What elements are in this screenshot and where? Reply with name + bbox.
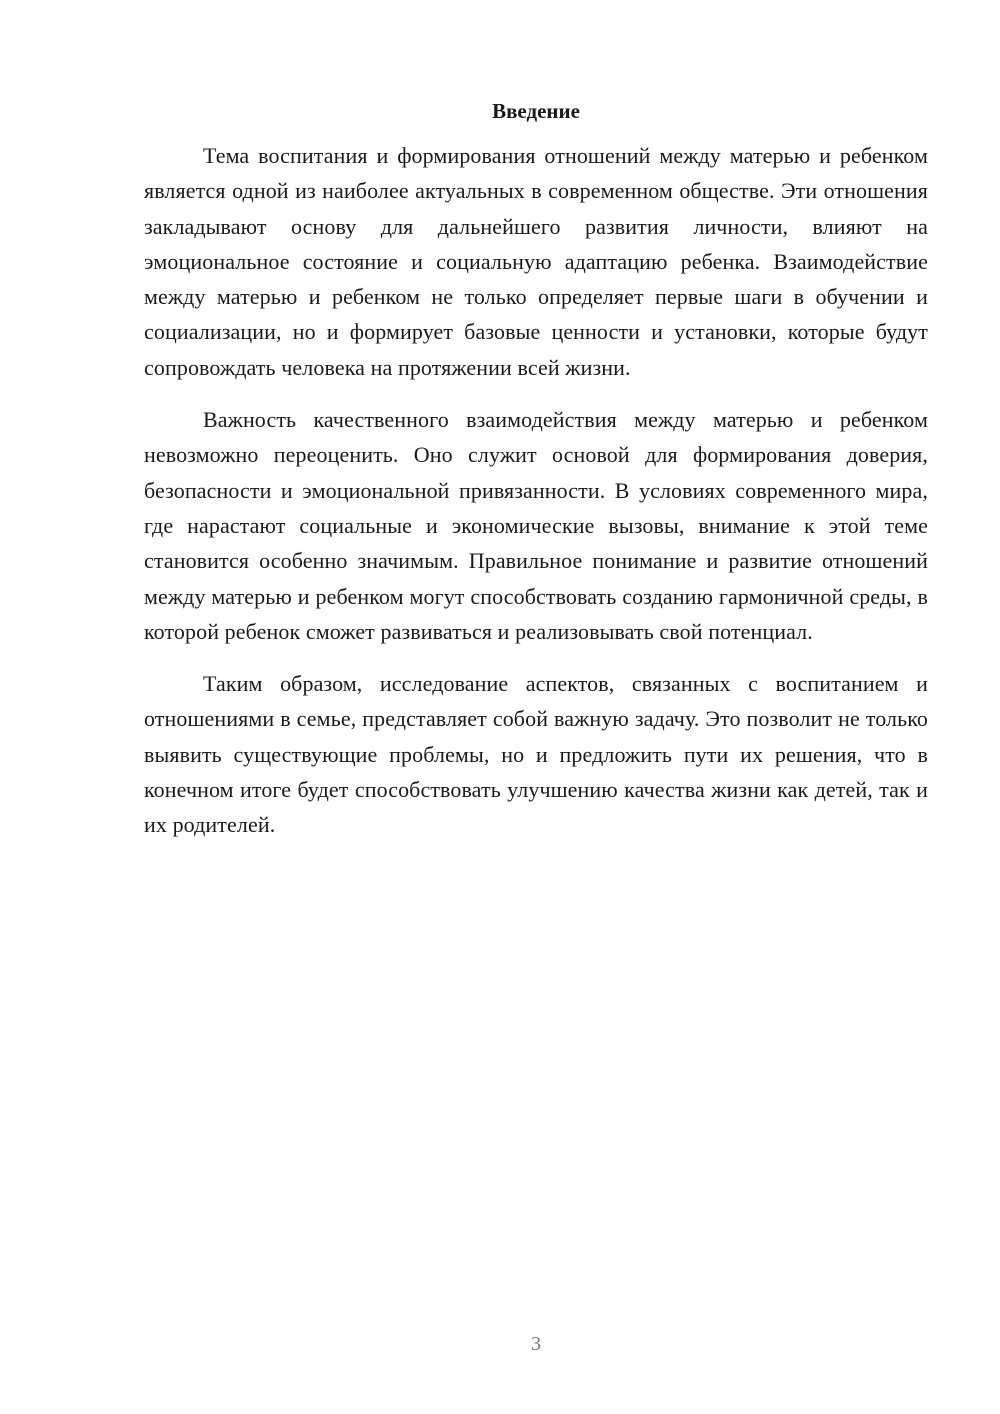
page-content (144, 96, 928, 860)
paragraph-1: Тема воспитания и формирования отношений между матерью и ребенком является одной из наиболее актуальных в современном обществе. Эти отношения закладывают основу для дальнейшего развития личности, влияют на эмоциональное состояние и социальную адаптацию ребенка. Взаимодействие между матерью и ребенком не только определяет первые шаги в обучении и социализации, но и формирует базовые ценности и установки, которые будут сопровождать человека на протяжении всей жизни. (144, 143, 928, 380)
page-number: 3 (531, 1333, 541, 1355)
section-heading: Введение (492, 99, 580, 123)
paragraph-2: Важность качественного взаимодействия между матерью и ребенком невозможно переоценить. Оно служит основой для формирования доверия, безопасности и эмоциональной привязанности. В условиях современного мира, где нарастают социальные и экономические вызовы, внимание к этой теме становится особенно значимым. Правильное понимание и развитие отношений между матерью и ребенком могут способствовать созданию гармоничной среды, в которой ребенок сможет развиваться и реализовывать свой потенциал. (144, 407, 928, 644)
paragraph-3: Таким образом, исследование аспектов, связанных с воспитанием и отношениями в семье, представляет собой важную задачу. Это позволит не только выявить существующие проблемы, но и предложить пути их решения, что в конечном итоге будет способствовать улучшению качества жизни как детей, так и их родителей. (144, 671, 928, 838)
